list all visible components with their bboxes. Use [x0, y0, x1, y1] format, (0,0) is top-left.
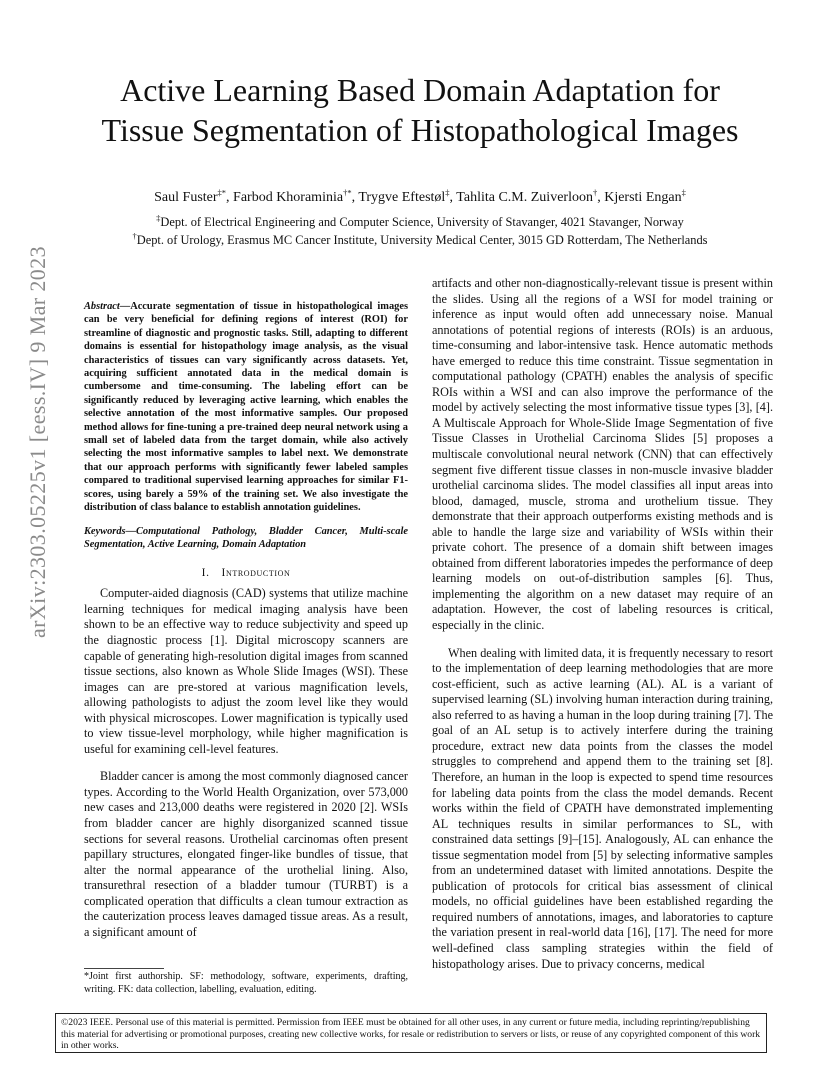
- footnote: *Joint first authorship. SF: methodology, software, experiments, drafting, writing. FK: data collection, labelling, evaluation, editing.: [84, 971, 408, 995]
- paper-title-line-1: Active Learning Based Domain Adaptation for: [120, 72, 720, 108]
- paper-title: [60, 70, 780, 150]
- affiliation-stavanger: ‡Dept. of Electrical Engineering and Computer Science, University of Stavanger, 4021 Stavanger, Norway: [156, 212, 684, 229]
- keywords-text: —Computational Pathology, Bladder Cancer, Multi-scale Segmentation, Active Learning, Domain Adaptation: [84, 525, 408, 550]
- abstract-label: Abstract: [84, 301, 120, 312]
- keywords: [84, 525, 408, 552]
- author: Tahlita C.M. Zuiverloon†,: [456, 187, 605, 205]
- right-column: [432, 276, 773, 972]
- abstract-text: —Accurate segmentation of tissue in histopathological images can be very beneficial for defining regions of interest (ROI) for streamline of diagnostic and prognostic tasks. Still, adapting to different domains is essential for histopathology image analysis, as the visual characteristics of tissues can vary significantly across datasets. Yet, acquiring sufficient annotated data in the medical domain is cumbersome and time-consuming. The labeling effort can be significantly reduced by leveraging active learning, which enables the selective annotation of the most informative samples. Our proposed method allows for fine-tuning a pre-trained deep neural network using a small set of labeled data from the target domain, while also actively selecting the most informative samples to label next. We demonstrate that our approach performs with significantly fewer labeled samples compared to traditional supervised learning approaches for similar F1-scores, using barely a 59% of the training set. We also investigate the distribution of class balance to establish annotation guidelines.: [84, 301, 408, 514]
- section-heading-introduction: I. Introduction: [201, 567, 291, 580]
- author: Saul Fuster‡*,: [154, 187, 234, 205]
- body-paragraph: artifacts and other non-diagnostically-relevant tissue is present within the slides. Using all the regions of a WSI for model training or inference as input would often add unnecessary noise. Manual annotations of potential regions of interests (ROIs) is an arduous, time-consuming and labor-intensive task. Hence automatic methods have emerged to reduce this time constraint. Tissue segmentation in computational pathology (CPATH) enables the analysis of specific ROIs within a WSI and can also improve the performance of the model by actively selecting the most informative tissue types [3], [4]. A Multiscale Approach for Whole-Slide Image Segmentation of five Tissue Classes in Urothelial Carcinoma Slides [5] proposes a multiscale convolutional neural network (CNN) that can effectively segment five different tissue classes in non-muscle invasive bladder urothelial carcinoma slides. The model classifies all input areas into blood, damaged, muscle, stroma and urothelium tissue. They demonstrate that their approach outperforms existing methods and is able to handle the large size and variability of WSIs within their private cohort. The presence of a domain shift between images obtained from different laboratories impedes the performance of deep learning models on out-of-distribution samples [6]. Thus, implementing the algorithm on a new dataset may require of an adaptation. However, the cost of labeling resources is critical, especially in the clinic.: [432, 276, 773, 633]
- body-paragraph: Bladder cancer is among the most commonly diagnosed cancer types. According to the World Health Organization, over 573,000 new cases and 213,000 deaths were registered in 2020 [2]. WSIs from bladder cancer are highly disorganized scanned tissue sections for several reasons. Urothelial carcinomas often present papillary structures, elongated finger-like bundles of tissue, that alter the normal appearance of the urothelial lining. Also, transurethral resection of a bladder tumour (TURBT) is a complicated operation that difficults a clean tumour extraction as the cauterization process leaves damaged tissue areas. As a result, a significant amount of: [84, 769, 408, 939]
- author-list: [60, 188, 780, 208]
- body-paragraph: When dealing with limited data, it is frequently necessary to resort to the implementation of deep learning methodologies that are more cost-efficient, such as active learning (AL). AL is a variant of supervised learning (SL) involving human interaction during training, also referred to as having a human in the loop during training [7]. The goal of an AL setup is to actively interfere during the training procedure, extract new data points from the classes the model struggles to comprehend and append them to the training set [8]. Therefore, an human in the loop is expected to spend time resources for labeling data points from the class the model demands. Recent works within the field of CPATH have demonstrated implementing AL techniques results in similar performances to SL, with constrained data settings [9]–[15]. Analogously, AL can enhance the tissue segmentation model from [5] by selecting informative samples from an undetermined dataset with limited annotations. Despite the publication of protocols for critical bias assessment of clinical models, no official guidelines have been established regarding the required numbers of annotations, images, and laboratories to capture the variation present in real-world data [16], [17]. The need for more well-defined class sampling strategies within the field of histopathology arises. Due to privacy concerns, medical: [432, 645, 773, 971]
- author: Kjersti Engan‡: [604, 187, 686, 205]
- affiliation-erasmus: †Dept. of Urology, Erasmus MC Cancer Institute, University Medical Center, 3015 GD Rotterdam, The Netherlands: [132, 230, 708, 247]
- author: Farbod Khoraminia†*,: [233, 187, 359, 205]
- abstract: [84, 300, 408, 515]
- copyright-notice: ©2023 IEEE. Personal use of this material is permitted. Permission from IEEE must be obtained for all other uses, in any current or future media, including reprinting/republishing this material for advertising or promotional purposes, creating new collective works, for resale or redistribution to servers or lists, or reuse of any copyrighted component of this work in other works.: [55, 1013, 767, 1053]
- author: Trygve Eftestøl‡,: [358, 187, 457, 205]
- body-paragraph: Computer-aided diagnosis (CAD) systems that utilize machine learning techniques for medical imaging analysis have been shown to be an effective way to reduce subjectivity and speed up the diagnostic process [1]. Digital microscopy scanners are capable of generating high-resolution digital images from scanned tissue sections, also known as Whole Slide Images (WSI). These images can are pre-stored at various magnification levels, allowing pathologists to adjust the zoom level like they would with physical microscopes. Lower magnification is typically used to view tissue-level morphology, while higher magnification is useful for examining cell-level features.: [84, 586, 408, 756]
- keywords-label: Keywords: [84, 525, 126, 537]
- left-column: [84, 300, 408, 940]
- footnote-rule: [84, 968, 164, 969]
- paper-title-line-2: Tissue Segmentation of Histopathological Images: [101, 112, 739, 148]
- arxiv-stamp: arXiv:2303.05225v1 [eess.IV] 9 Mar 2023: [25, 246, 50, 638]
